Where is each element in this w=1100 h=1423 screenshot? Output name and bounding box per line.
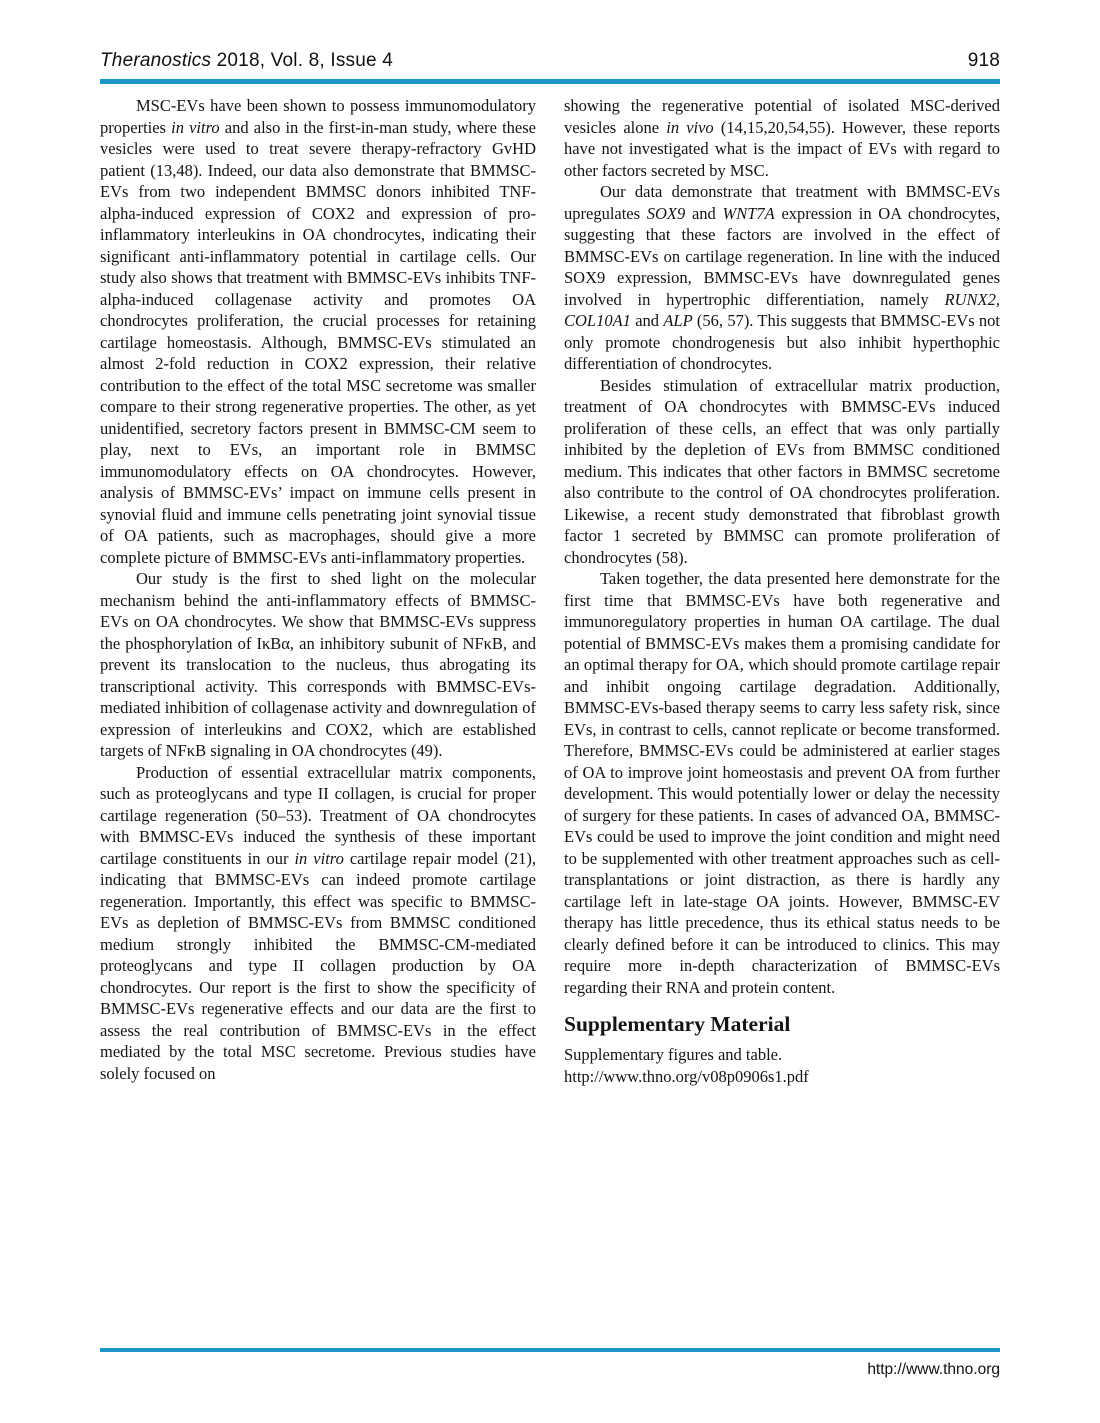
supplementary-pdf-link[interactable]: http://www.thno.org/v08p0906s1.pdf xyxy=(564,1066,809,1086)
paragraph xyxy=(100,95,536,568)
header-rule xyxy=(100,79,1000,84)
supplementary-heading: Supplementary Material xyxy=(564,1012,791,1036)
article-body xyxy=(100,95,1000,1331)
text-run: expression in OA chondrocytes, suggesting that these factors are involved in the effect of BMMSC-EVs on cartilage regeneration. In line with the induced SOX9 expression, BMMSC-EVs have downregulated genes involved in hypertrophic differentiation, namely xyxy=(564,203,1000,309)
italic-text-run: in vivo xyxy=(666,117,714,137)
page-number: 918 xyxy=(967,50,1000,71)
journal-url[interactable]: http://www.thno.org xyxy=(867,1361,1000,1378)
text-run: (56, 57). This suggests that BMMSC-EVs not only promote chondrogenesis but also inhibit hyperthophic differentiation of chondrocytes. xyxy=(564,311,1000,373)
text-run: and xyxy=(685,203,723,223)
left-column xyxy=(100,95,536,1331)
text-run: Our data demonstrate that treatment with BMMSC-EVs upregulates xyxy=(564,182,1000,223)
text-run: Taken together, the data presented here demonstrate for the first time that BMMSC-EVs have both regenerative and immunoregulatory properties in human OA cartilage. The dual potential of BMMSC-EVs makes them a promising candidate for an optimal therapy for OA, which should promote cartilage repair and inhibit ongoing cartilage degradation. Additionally, BMMSC-EVs-based therapy seems to carry less safety risk, since EVs, in contrast to cells, cannot replicate or become transformed. Therefore, BMMSC-EVs could be administered at earlier stages of OA to improve joint homeostasis and prevent OA from further development. This would potentially lower or delay the necessity of surgery for these patients. In cases of advanced OA, BMMSC-EVs could be used to improve the joint condition and might need to be supplemented with other treatment approaches such as cell-transplantations or joint distraction, as there is hardly any cartilage left in late-stage OA joints. However, BMMSC-EV therapy has little precedence, thus its ethical status needs to be clearly defined before it can be introduced to clinics. This may require more in-depth characterization of BMMSC-EVs regarding their RNA and protein content. xyxy=(564,569,1000,997)
journal-title xyxy=(100,50,393,72)
italic-text-run: in vitro xyxy=(294,848,344,868)
italic-text-run: WNT7A xyxy=(722,203,775,223)
text-run: and also in the first-in-man study, where these vesicles were used to treat severe therapy-refractory GvHD patient (13,48). Indeed, our data also demonstrate that BMMSC-EVs from two independent BMMSC donors inhibited TNF-alpha-induced expression of COX2 and expression of pro-inflammatory interleukins in OA chondrocytes, indicating their significant anti-inflammatory potential in cartilage cells. Our study also shows that treatment with BMMSC-EVs inhibits TNF-alpha-induced collagenase activity and promotes OA chondrocytes proliferation, the crucial processes for retaining cartilage homeostasis. Although, BMMSC-EVs stimulated an almost 2-fold reduction in COX2 expression, their relative contribution to the effect of the total MSC secretome was smaller compare to their strong regenerative properties. The other, as yet unidentified, secretory factors present in BMMSC-CM seem to play, next to EVs, an important role in BMMSC immunomodulatory effects on OA chondrocytes. However, analysis of BMMSC-EVs’ impact on immune cells present in synovial fluid and immune cells penetrating joint synovial tissue of OA patients, such as macrophages, should give a more complete picture of BMMSC-EVs anti-inflammatory properties. xyxy=(100,117,536,567)
supplementary-note: Supplementary figures and table. xyxy=(564,1044,783,1064)
text-run: (14,15,20,54,55). However, these reports have not investigated what is the impact of EVs with regard to other factors secreted by MSC. xyxy=(564,117,1000,180)
paragraph xyxy=(100,568,536,762)
paragraph xyxy=(564,95,1000,181)
text-run: Our study is the first to shed light on the molecular mechanism behind the anti-inflammatory effects of BMMSC-EVs on OA chondrocytes. We show that BMMSC-EVs suppress the phosphorylation of IκBα, an inhibitory subunit of NFκB, and prevent its translocation to the nucleus, thus abrogating its transcriptional activity. This corresponds with BMMSC-EVs-mediated inhibition of collagenase activity and downregulation of expression of interleukins and COX2, which are established targets of NFκB signaling in OA chondrocytes (49). xyxy=(100,569,536,760)
text-run: showing the regenerative potential of isolated MSC-derived vesicles alone xyxy=(564,96,1000,137)
paragraph xyxy=(564,568,1000,998)
right-column xyxy=(564,95,1000,1331)
text-run: Besides stimulation of extracellular matrix production, treatment of OA chondrocytes with BMMSC-EVs induced proliferation of these cells, an effect that was only partially inhibited by the depletion of EVs from BMMSC conditioned medium. This indicates that other factors in BMMSC secretome also contribute to the control of OA chondrocytes proliferation. Likewise, a recent study demonstrated that fibroblast growth factor 1 secreted by BMMSC can promote proliferation of chondrocytes (58). xyxy=(564,375,1000,567)
right-column-paragraphs xyxy=(564,95,1000,998)
italic-text-run: ALP xyxy=(663,311,693,330)
journal-name-italic: Theranostics xyxy=(100,50,212,71)
left-column-paragraphs xyxy=(100,95,536,1084)
text-run: Production of essential extracellular matrix components, such as proteoglycans and type II collagen, is crucial for proper cartilage regeneration (50–53). Treatment of OA chondrocytes with BMMSC-EVs induced the synthesis of these important cartilage constituents in our xyxy=(100,762,536,868)
paragraph xyxy=(100,762,536,1085)
italic-text-run: in vitro xyxy=(171,117,220,137)
journal-issue-info: 2018, Vol. 8, Issue 4 xyxy=(211,50,394,71)
page-header xyxy=(100,0,1000,72)
text-run: cartilage repair model (21), indicating that BMMSC-EVs can indeed promote cartilage regeneration. Importantly, this effect was specific to BMMSC-EVs as depletion of BMMSC-EVs from BMMSC conditioned medium strongly inhibited the BMMSC-CM-mediated proteoglycans and type II collagen production by OA chondrocytes. Our report is the first to show the specificity of BMMSC-EVs regenerative effects and our data are the first to assess the real contribution of BMMSC-EVs in the effect mediated by the total MSC secretome. Previous studies have solely focused on xyxy=(100,848,536,1083)
footer-rule xyxy=(100,1348,1000,1352)
italic-text-run: RUNX2, COL10A1 xyxy=(564,289,1000,330)
page-footer xyxy=(100,1348,1000,1379)
paragraph xyxy=(564,181,1000,375)
text-run: and xyxy=(630,311,664,330)
paragraph xyxy=(564,375,1000,569)
text-run: MSC-EVs have been shown to possess immunomodulatory properties xyxy=(100,96,536,137)
italic-text-run: SOX9 xyxy=(646,203,686,223)
